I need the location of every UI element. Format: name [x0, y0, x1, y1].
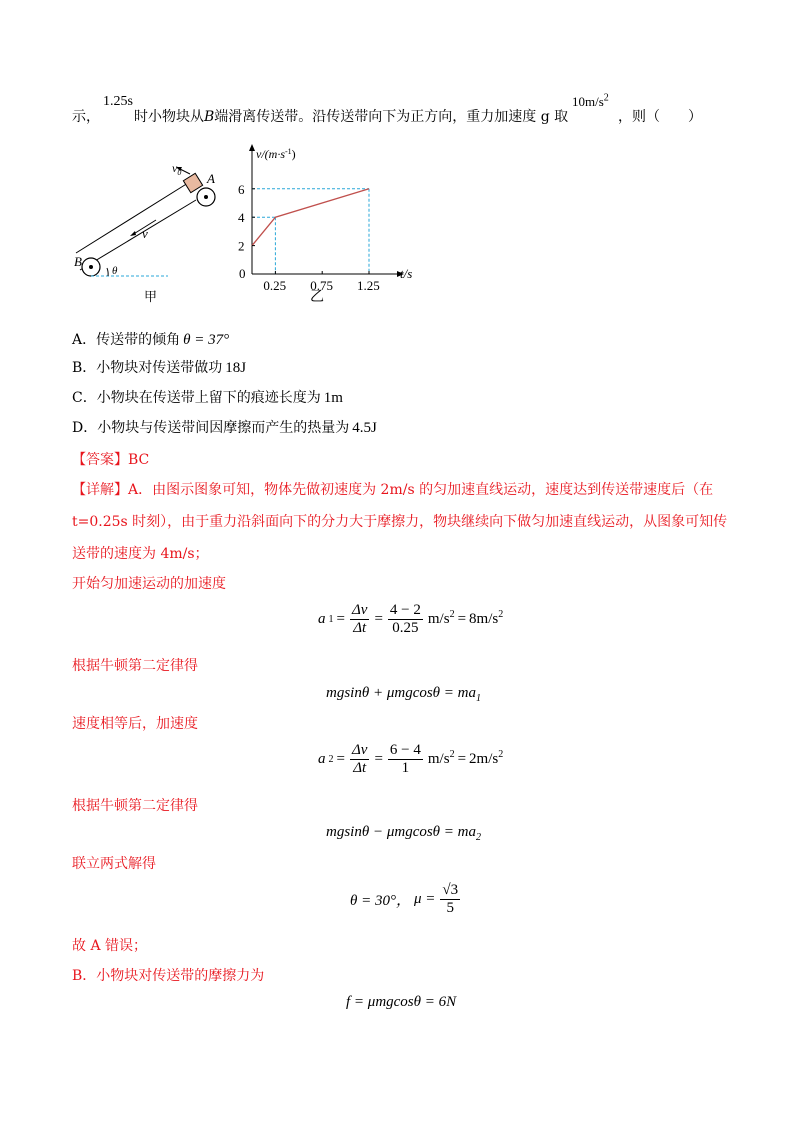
detail-p4: 根据牛顿第二定律得 — [72, 798, 198, 814]
x-axis-label: t/s — [400, 266, 413, 281]
question-line: 示， — [72, 109, 100, 125]
theta-arc — [107, 268, 108, 276]
detail-p6: 故 A 错误； — [72, 938, 148, 954]
v-label: v — [142, 226, 148, 241]
point-a-label: A — [207, 171, 215, 186]
equation-6: f = μmgcosθ = 6N — [346, 994, 457, 1010]
detail-p1: 开始匀加速运动的加速度 — [72, 576, 226, 592]
belt-top-edge — [76, 183, 188, 253]
caption-jia: 甲 — [144, 289, 158, 304]
question-tail: ，则（ ） — [618, 109, 702, 125]
y-axis-arrow — [249, 144, 255, 151]
y-axis-label: $v/(m\cdot s^{-1})$ — [256, 147, 296, 161]
time-value: 1.25s — [103, 94, 133, 109]
equation-1: a 1 = $\frac{\Delta v}{\Delta t}$ = $\frac{4 - 2}{0.25}$ $m/s^2$ = $8m/s^2$ — [318, 602, 504, 636]
equation-4: $mgsin\theta - \mu mgcos\theta = ma_2$ — [326, 824, 482, 843]
origin-label: 0 — [239, 266, 246, 281]
x-tick-label: 0.75 — [310, 278, 333, 293]
y-tick-label: 2 — [238, 238, 245, 254]
equation-5: θ = 30°， μ = $\frac{√3}{5}$ — [350, 882, 459, 916]
option-d: D．小物块与传送带间因摩擦而产生的热量为 4.5J — [72, 420, 377, 436]
detail-line-3: 送带的速度为 4m/s； — [72, 546, 209, 562]
caption-yi: 乙 — [310, 289, 324, 305]
g-value: $10m/s^2$ — [572, 92, 609, 109]
v0-label: $v_0$ — [172, 161, 182, 177]
conveyor-figure — [68, 158, 215, 306]
velocity-time-chart — [232, 140, 422, 305]
detail-p5: 联立两式解得 — [72, 856, 156, 872]
x-tick-label: 1.25 — [357, 278, 380, 293]
detail-p3: 速度相等后，加速度 — [72, 716, 198, 732]
detail-p7: B．小物块对传送带的摩擦力为 — [72, 968, 265, 984]
x-tick-label: 0.25 — [263, 278, 287, 293]
belt-bottom-edge — [80, 200, 196, 270]
equation-2: $mgsin\theta + \mu mgcos\theta = ma_1$ — [326, 685, 482, 704]
y-tick-label: 4 — [238, 210, 245, 226]
detail-line-2: t=0.25s 时刻），由于重力沿斜面向下的分力大于摩擦力，物块继续向下做匀加速直线运动，从图象可知传 — [72, 514, 728, 530]
theta-label: θ — [112, 265, 118, 277]
option-b: B．小物块对传送带做功 18J — [72, 360, 247, 376]
detail-line-1: 【详解】A．由图示图象可知，物体先做初速度为 2m/s 的匀加速直线运动，速度达到传送带速度后（在 — [72, 482, 714, 498]
y-tick-label: 6 — [238, 181, 245, 197]
point-b-label: B — [74, 254, 82, 269]
equation-3: a 2 = $\frac{\Delta v}{\Delta t}$ = $\frac{6 - 4}{1}$ $m/s^2$ = $2m/s^2$ — [318, 742, 504, 776]
answer: 【答案】BC — [72, 452, 150, 468]
option-a: A．传送带的倾角 θ = 37° — [72, 332, 230, 348]
option-c: C．小物块在传送带上留下的痕迹长度为 1m — [72, 390, 343, 406]
question-line-rest: 时小物块从B端滑离传送带。沿传送带向下为正方向，重力加速度 g 取 — [134, 109, 569, 125]
detail-p2: 根据牛顿第二定律得 — [72, 658, 198, 674]
